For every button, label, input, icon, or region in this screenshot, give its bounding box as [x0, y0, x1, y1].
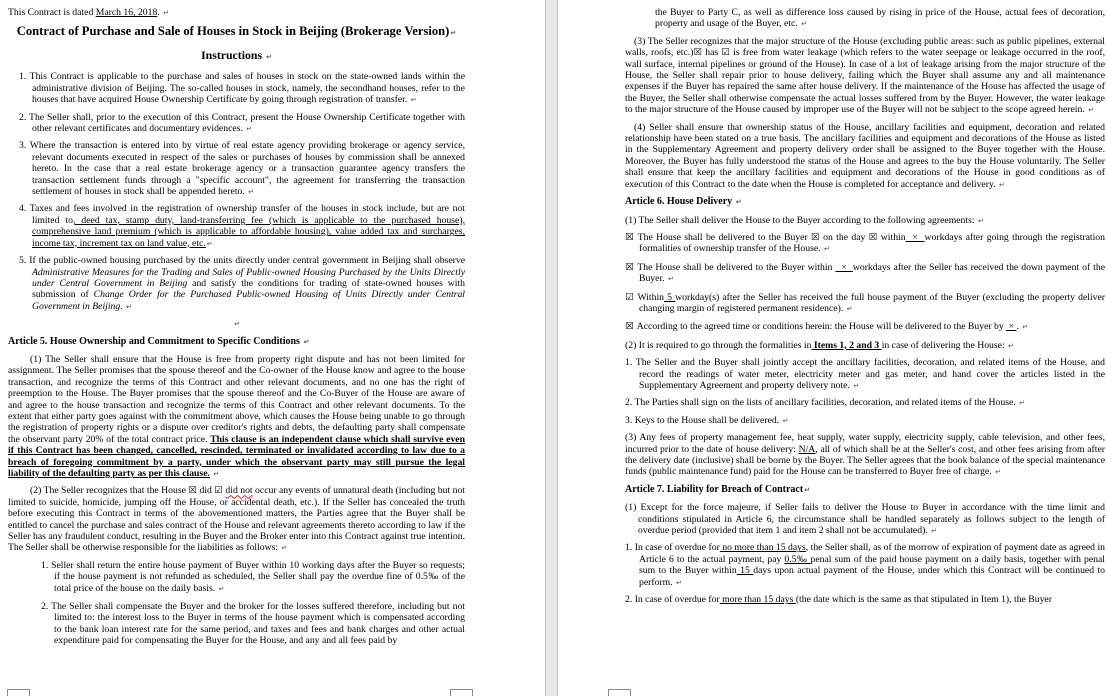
instructions-heading	[8, 48, 465, 64]
checkbox-item	[625, 321, 1105, 333]
list-marker: 5.	[19, 255, 30, 267]
text-segment: Contract of Purchase and Sale of Houses in Stock in Beijing (Brokerage Version)	[16, 24, 450, 39]
checkbox-item	[625, 232, 1105, 256]
text-segment: , deed tax, stamp duty, land-transferring fee (which is applicable to the purchased house), comprehensive land premium (which is applicable to affordable housing), value added tax and surcharges, income tax, increment tax on land value, etc.	[32, 214, 465, 249]
date-line	[8, 7, 465, 19]
list-marker: 4.	[19, 203, 30, 215]
paragraph-mark-icon: ↵	[676, 578, 682, 587]
text-segment: (2) It is required to go through the formalities in	[625, 339, 812, 351]
sub-list-item	[8, 560, 465, 595]
text-segment: workdays after the Seller has received the down payment of the Buyer.	[639, 261, 1105, 285]
paragraph-mark-icon: ↵	[303, 337, 310, 346]
text-segment: 5	[664, 291, 676, 303]
paragraph	[625, 36, 1105, 117]
list-marker: 1.	[625, 357, 636, 369]
text-segment: Seller shall return the entire house payment of Buyer within 10 working days after the Buyer so requests; if the house payment is not refunded as scheduled, the Seller shall pay the overdue fine of 0.5‰ of the total price of the house on the daily basis.	[51, 559, 465, 594]
text-segment: and satisfy the conditions for trading of state-owned houses with submission of	[32, 277, 465, 301]
text-segment: occur any events of unnatural death (including but not limited to suicide, homicide, jumping off the House, or accidental death, etc.). If the Seller has concealed the truth before executing this Contract in terms of the abovementioned matters, the Parties agree that the Buyer shall be entitled to cancel the purchase and sales contract of the House and relevant agreements thereto according to law if the Seller has any fraudulent conduct, resulting in the Buyer and the Broker enter into this Contract against true intention. The Seller shall be otherwise responsible for the liabilities as follows:	[8, 485, 465, 554]
text-boundary-mark	[608, 689, 631, 696]
checkbox-glyph: ☒	[625, 321, 637, 333]
paragraph-mark-icon: ↵	[281, 544, 288, 553]
text-segment: The Seller and the Buyer shall jointly accept the ancillary facilities, decoration, and related items of the House, and record the readings of water meter, electricity meter and gas meter, and hand cover the articles listed in the Supplementary Agreement and property delivery note.	[635, 357, 1105, 391]
text-segment: ×	[1006, 321, 1017, 333]
sub-list-item	[8, 601, 465, 647]
text-segment: ×	[835, 261, 853, 273]
paragraph-mark-icon: ↵	[853, 381, 860, 390]
page-gap-divider	[545, 0, 558, 696]
paragraph-mark-icon: ↵	[163, 9, 170, 17]
list-item	[8, 140, 465, 198]
text-segment: N/A	[798, 443, 816, 455]
text-segment: Article 7. Liability for Breach of Contract	[625, 483, 804, 495]
page-1	[0, 0, 545, 696]
paragraph	[625, 215, 1105, 227]
text-segment: the Buyer to Party C, as well as difference loss caused by rising in price of the House, actual fees of decoration, property and usage of the Buyer, etc.	[655, 7, 1105, 30]
list-item	[8, 255, 465, 313]
article-heading	[625, 196, 1105, 208]
paragraph-mark-icon: ↵	[995, 468, 1002, 477]
list-item	[625, 415, 1105, 427]
list-marker: 3.	[19, 140, 30, 152]
text-segment: 0.5‰	[784, 553, 811, 565]
text-boundary-mark	[7, 689, 30, 696]
text-segment: .	[157, 7, 163, 18]
empty-paragraph	[8, 318, 465, 330]
text-segment: did not	[225, 485, 253, 497]
text-segment: workday(s) after the Seller has received the full house payment of the Buyer (excluding the property deliver changing margin of registered permanent residence).	[639, 291, 1106, 314]
text-boundary-mark	[450, 689, 473, 696]
text-segment: (1) Except for the force majeure, if Seller fails to deliver the House to Buyer in accordance with the time limit and conditions stipulated in Article 6, the circumstance shall be handled separately as follows subject to the length of overdue period (provided that item 1 and item 2 shall not be accumulated).	[625, 502, 1105, 537]
paragraph-mark-icon: ↵	[804, 485, 811, 494]
text-segment: Where the transaction is entered into by virtue of real estate agency providing brokerage or agency service, relevant documents executed in respect of the sales or purchases of houses by commission shall be annexed hereto. In the case that a real estate brokerage agency or a transaction guarantee agency transfers the transaction settlement funds through a "specific account", the agreement for transferring the transaction settlement of houses in stock shall be appended hereto.	[29, 140, 465, 198]
list-marker: 1.	[41, 559, 52, 571]
text-segment: The Seller shall compensate the Buyer and the broker for the losses suffered therefore, including but not limited to: the interest loss to the Buyer in terms of the house payment which is compensated according to the bank loan interest rate for the same period, and taxes and fees and bank charges and other actual expenditure paid for compensating the Buyer for the House, and any and all fees paid by	[51, 601, 465, 647]
text-segment: March 16, 2018	[95, 7, 158, 18]
text-segment: ×	[905, 231, 925, 243]
paragraph-mark-icon: ↵	[1008, 341, 1014, 350]
paragraph	[625, 432, 1105, 479]
checkbox-glyph: ☒	[625, 231, 638, 243]
list-item	[8, 112, 465, 136]
text-segment: The Seller shall, prior to the execution of this Contract, present the House Ownership Certificate together with other relevant certificates and documentary evidences.	[29, 111, 465, 135]
text-segment: (the date which is the same as that stipulated in Item 1), the Buyer	[795, 594, 1052, 606]
article-heading	[625, 484, 1105, 496]
text-segment: Within	[637, 291, 665, 303]
text-segment: .	[1016, 321, 1022, 333]
list-item	[8, 71, 465, 106]
paragraph-mark-icon: ↵	[234, 320, 240, 329]
text-segment: (4) Seller shall ensure that ownership status of the House, ancillary facilities and equipment, decoration and related relationship have been stated on a true basis. The ancillary facilities and equipment and decorations of the House as listed in the Supplementary Agreement and property delivery order shall be assigned to the Buyer together with the House. Moreover, the Buyer has fully understood the status of the House and agrees to the buy the House voluntarily. The Seller shall ensure that keep the ancillary facilities and equipment and decorations of the House in good conditions as of execution of this Contract to the date when the House is completed for acceptance and delivery.	[625, 121, 1105, 190]
checkbox-glyph: ☑	[625, 291, 638, 303]
paragraph	[625, 502, 1105, 537]
paragraph-continuation	[655, 7, 1105, 31]
paragraph-mark-icon: ↵	[824, 245, 830, 254]
text-segment: more than 15 days	[719, 594, 796, 606]
paragraph-mark-icon: ↵	[266, 53, 272, 62]
text-segment: workdays after going through the registration formalities of ownership transfer of the House.	[639, 231, 1105, 255]
text-segment: 15	[736, 565, 754, 577]
list-item	[625, 542, 1105, 589]
text-segment: The Parties shall sign on the lists of ancillary facilities, decoration, and related items of the House.	[634, 397, 1019, 409]
text-segment: Items 1, 2 and 3	[811, 339, 882, 351]
paragraph-mark-icon: ↵	[126, 302, 132, 311]
article-heading	[8, 336, 465, 348]
text-segment: (1) The Seller shall ensure that the House is free from property right dispute and has not been limited for assignment. The Seller promises that the spouse thereof and the Co-owner of the House know and agree to the house transaction, and recognize the terms of this Contract and other relevant documents, and no one has the right of preemption to the House. The Buyer promises that the spouse thereof and the Co-Buyer of the House are aware of and agree to the house transaction and recognize the terms of this Contract and other relevant documents. To the extent that either party goes against with the commitment above, which causes the House being unable to go through the registration of property rights or a dispute over creditor's rights and debts, the defaulting party shall compensate the observant party 20% of the total contract price.	[8, 353, 465, 445]
paragraph-mark-icon: ↵	[801, 20, 808, 29]
list-item	[625, 397, 1105, 409]
paragraph-mark-icon: ↵	[1019, 399, 1026, 408]
list-marker: 1.	[19, 71, 30, 83]
paragraph-mark-icon: ↵	[450, 29, 457, 38]
paragraph-mark-icon: ↵	[977, 216, 984, 225]
paragraph-mark-icon: ↵	[213, 470, 220, 478]
paragraph	[625, 122, 1105, 191]
text-segment: The House shall be delivered to the Buyer ☒ on the day ☒ within	[637, 231, 906, 243]
contract-title	[8, 24, 465, 41]
text-segment: , the Seller shall, as of the morrow of expiration of payment date as agreed in Article 6 to the actual payment, pay	[639, 542, 1106, 565]
text-segment: This Contract is applicable to the purchase and sales of houses in stock on the state-owned lands within the administrative division of Beijing. The so-called houses in stock, namely, the secondhand houses, refer to the houses that have acquired House Ownership Certificate by going through registration of transfer.	[29, 71, 465, 106]
paragraph-mark-icon: ↵	[735, 198, 742, 207]
text-segment: Article 5. House Ownership and Commitment to Specific Conditions	[8, 335, 303, 347]
text-segment: Keys to the House shall be delivered.	[634, 414, 782, 426]
list-marker: 2.	[625, 397, 635, 409]
checkbox-item	[625, 292, 1105, 316]
list-item	[625, 357, 1105, 392]
text-segment: In case of overdue for	[634, 594, 720, 606]
list-marker: 2.	[625, 594, 635, 606]
text-segment: Article 6. House Delivery	[625, 196, 735, 208]
paragraph-mark-icon: ↵	[1088, 106, 1095, 115]
text-segment: This clause is an independent clause which shall survive even if this Contract has been changed, cancelled, rescinded, terminated or invalidated according to law due to a breach of foregoing commitment by a party, under which the observant party may still pursue the legal liability of the defaulting party as per this clause.	[8, 433, 465, 479]
text-segment: Taxes and fees involved in the registration of ownership transfer of the houses in stock include, but are not limited to	[29, 203, 466, 226]
paragraph-mark-icon: ↵	[846, 304, 853, 313]
text-segment: no more than 15 days	[719, 542, 806, 554]
list-marker: 2.	[41, 601, 52, 613]
paragraph-mark-icon: ↵	[410, 96, 417, 105]
text-segment: This Contract is dated	[8, 7, 96, 18]
paragraph	[8, 354, 465, 480]
text-segment: If the public-owned housing purchased by the units directly under central government in Beijing shall observe	[29, 255, 466, 267]
paragraph-mark-icon: ↵	[218, 584, 225, 593]
text-segment: (2) The Seller recognizes that the House ☒ did ☑	[30, 485, 226, 497]
text-segment: , all of which shall be at the Seller's cost, and other fees arising from after the delivery date (inclusive) shall be borne by the Buyer. The Seller agrees that the book balance of the special maintenance funds (public maintenance fund) paid for the House can be transferred to Buyer free of charge.	[625, 443, 1105, 478]
text-segment: According to the agreed time or conditions herein: the House will be delivered to the Buyer by	[636, 321, 1007, 333]
paragraph-mark-icon: ↵	[1022, 323, 1029, 332]
text-segment: .	[120, 300, 126, 312]
list-marker: 2.	[19, 111, 30, 123]
list-marker: 1.	[625, 542, 635, 554]
paragraph-mark-icon: ↵	[667, 275, 674, 284]
text-segment: (3) The Seller recognizes that the major structure of the House (excluding public areas: such as public pipelines, external walls, roofs, etc.)☒ has ☑ is free from water leakage (which refers to the water seepage or leakage occurred in the roof, wall surface, internal pipelines or ground of the House). In case of a lot of leakage arising from the major structure of the House, the Seller shall repair prior to house delivery, failing which the Buyer shall assume any and all maintenance expenses if the Buyer has repaired the same after house delivery. If the maintenance of the House has affected the usage of the Buyer, the Seller shall otherwise compensate the actual losses suffered from by the Buyer. However, the water leakage to the major structure of the House caused by improper use of the Buyer will not be subject to the scope agreed herein.	[625, 35, 1105, 116]
paragraph-mark-icon: ↵	[999, 180, 1005, 189]
list-marker: 3.	[625, 414, 635, 426]
paragraph-mark-icon: ↵	[206, 239, 213, 248]
checkbox-item	[625, 262, 1105, 286]
paragraph-mark-icon: ↵	[248, 188, 255, 197]
text-segment: in case of delivering the House:	[881, 339, 1008, 351]
paragraph-mark-icon: ↵	[782, 416, 789, 425]
text-segment: (1) The Seller shall deliver the House to the Buyer according to the following agreements:	[625, 214, 977, 226]
paragraph	[625, 340, 1105, 352]
text-segment: In case of overdue for	[634, 542, 720, 554]
list-item	[625, 594, 1105, 605]
text-segment: Change Order for the Purchased Public-owned Housing of Units Directly under Central Government in Beijing	[32, 289, 465, 312]
paragraph	[8, 485, 465, 554]
text-segment: The House shall be delivered to the Buyer within	[637, 261, 836, 273]
list-item	[8, 203, 465, 250]
text-segment: penal sum of the paid house payment on a daily basis, together with penal sum to the Buyer within	[639, 553, 1105, 577]
text-segment: Administrative Measures for the Trading and Sales of Public-owned Housing Purchased by the Units Directly under Central Government in Beijing	[32, 266, 465, 289]
text-segment: days upon actual payment of the House, under which this Contract will be continued to perform.	[639, 565, 1106, 588]
checkbox-glyph: ☒	[625, 261, 638, 273]
paragraph-mark-icon: ↵	[931, 527, 938, 536]
paragraph-mark-icon: ↵	[246, 125, 253, 134]
text-segment: Instructions	[201, 48, 266, 63]
text-segment: (3) Any fees of property management fee, heat supply, water supply, electricity supply, cable television, and other fees, incurred prior to the date of house delivery:	[625, 432, 1105, 455]
page-2	[558, 0, 1107, 696]
